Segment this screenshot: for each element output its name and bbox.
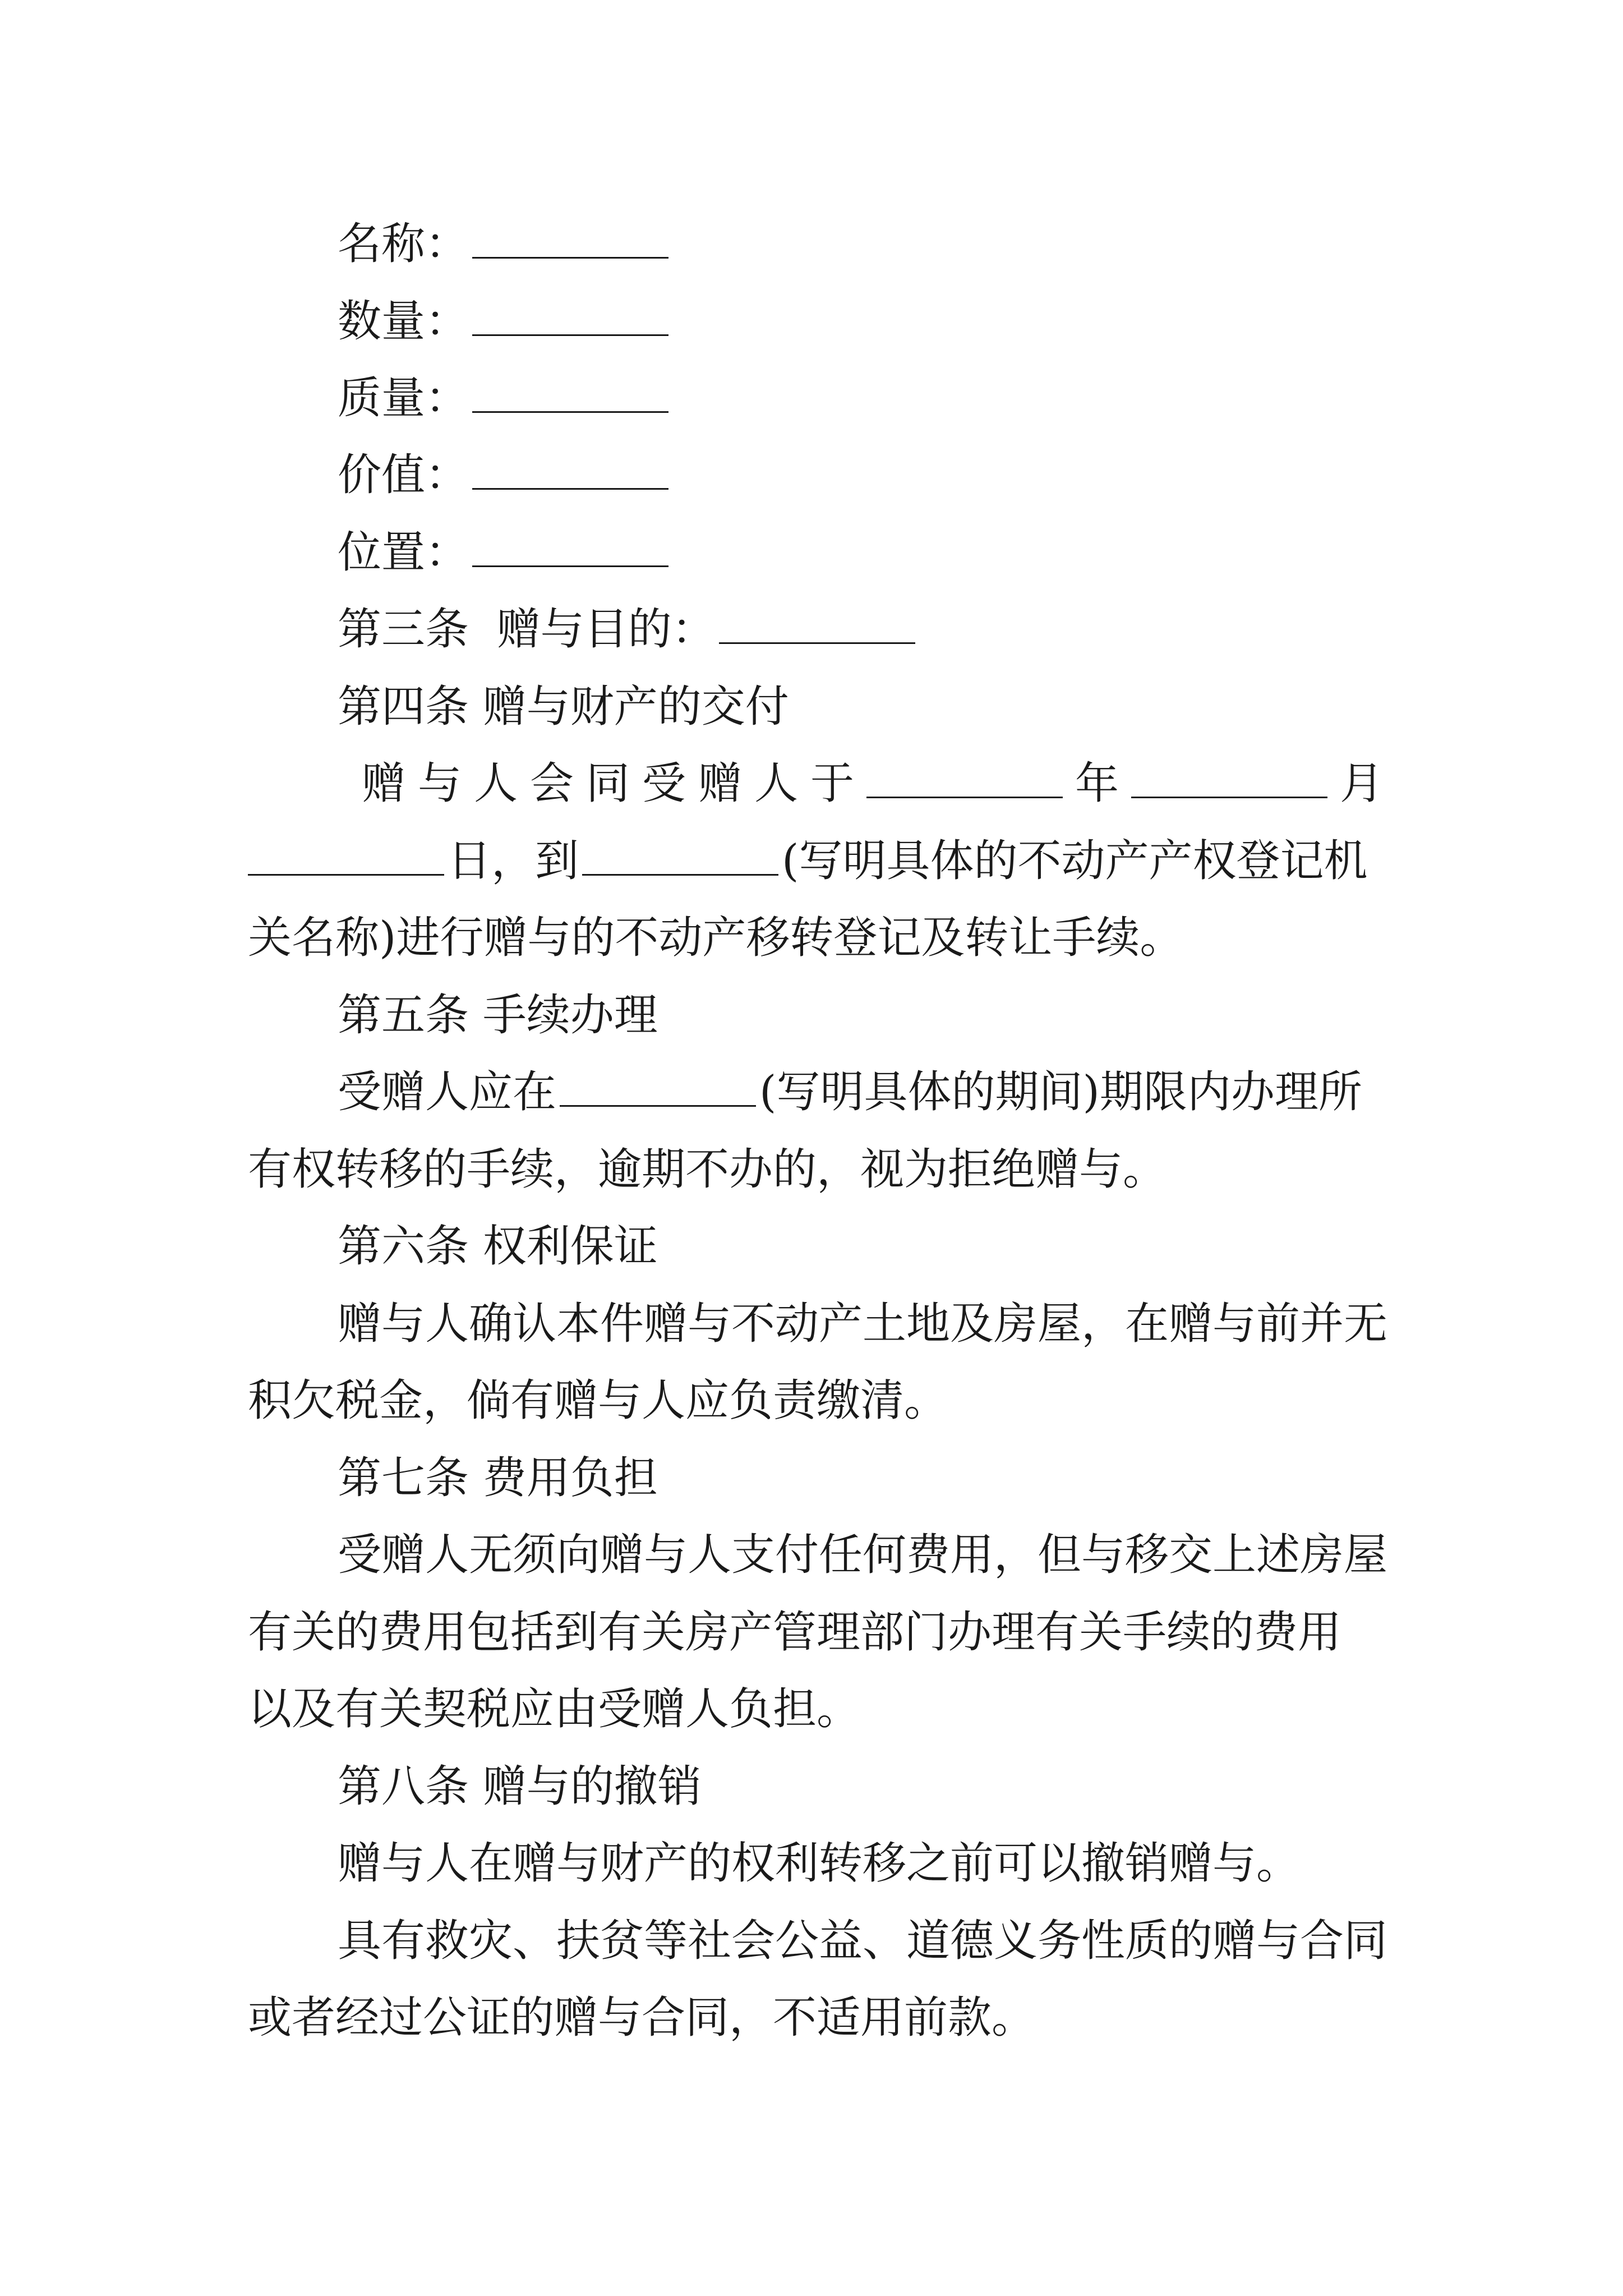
article4-heading: 第四条 赠与财产的交付 [338, 682, 789, 732]
quantity-field-row [338, 293, 672, 349]
article3-heading: 第三条 赠与目的： [338, 604, 716, 655]
quality-field-row [338, 370, 672, 426]
article8-para2-line1: 具有救灾、扶贫等社会公益、道德义务性质的赠与合同 [338, 1916, 1388, 1966]
char: 于 [810, 758, 855, 809]
article5-line1 [338, 1064, 1362, 1120]
quality-blank [472, 372, 668, 413]
char: 受 [642, 758, 686, 809]
article4-line2 [248, 833, 1367, 889]
registry-blank [582, 835, 778, 876]
article7-line1: 受赠人无须向赠与人支付任何费用，但与移交上述房屋 [338, 1530, 1388, 1580]
value-label: 价值： [338, 450, 469, 500]
char: 赠 [362, 758, 406, 809]
char: 人 [474, 758, 518, 809]
value-blank [472, 449, 668, 490]
name-field-row [338, 216, 672, 272]
article6-heading: 第六条 权利保证 [338, 1221, 658, 1272]
article8-heading: 第八条 赠与的撤销 [338, 1761, 702, 1812]
name-blank [472, 218, 668, 259]
article5-line1-end: (写明具体的期间)期限内办理所 [759, 1067, 1362, 1117]
month-label: 月 [1339, 758, 1384, 809]
article7-line2: 有关的费用包括到有关房产管理部门办理有关手续的费用 [248, 1607, 1342, 1658]
location-blank [472, 526, 668, 567]
location-field-row [338, 524, 672, 581]
name-label: 名称： [338, 219, 469, 269]
article8-para1: 赠与人在赠与财产的权利转移之前可以撤销赠与。 [338, 1838, 1301, 1889]
article7-heading: 第七条 费用负担 [338, 1453, 658, 1503]
value-field-row [338, 447, 672, 503]
quantity-blank [472, 295, 668, 336]
article4-line1 [362, 756, 1384, 812]
article6-line1: 赠与人确认本件赠与不动产土地及房屋，在赠与前并无 [338, 1299, 1388, 1349]
char: 与 [418, 758, 462, 809]
quantity-label: 数量： [338, 296, 469, 347]
registry-note: (写明具体的不动产产权登记机 [782, 836, 1368, 886]
char: 赠 [698, 758, 743, 809]
char: 人 [754, 758, 799, 809]
period-blank [560, 1066, 756, 1107]
month-blank [1131, 757, 1327, 798]
article4-line3: 关名称)进行赠与的不动产移转登记及转让手续。 [248, 913, 1184, 963]
quality-label: 质量： [338, 373, 469, 424]
day-blank [248, 835, 444, 876]
day-to-label: 日，到 [448, 836, 579, 886]
article5-line2: 有权转移的手续，逾期不办的，视为拒绝赠与。 [248, 1144, 1167, 1195]
article5-line1-start: 受赠人应在 [338, 1067, 557, 1117]
article7-line3: 以及有关契税应由受赠人负担。 [248, 1684, 861, 1734]
year-blank [866, 757, 1063, 798]
location-label: 位置： [338, 527, 469, 578]
year-label: 年 [1075, 758, 1119, 809]
article8-para2-line2: 或者经过公证的赠与合同，不适用前款。 [248, 1993, 1036, 2043]
article6-line2: 积欠税金，倘有赠与人应负责缴清。 [248, 1375, 948, 1426]
char: 同 [586, 758, 630, 809]
char: 会 [530, 758, 574, 809]
article5-heading: 第五条 手续办理 [338, 990, 658, 1041]
gift-purpose-blank [719, 603, 915, 644]
article3-row [338, 601, 919, 657]
